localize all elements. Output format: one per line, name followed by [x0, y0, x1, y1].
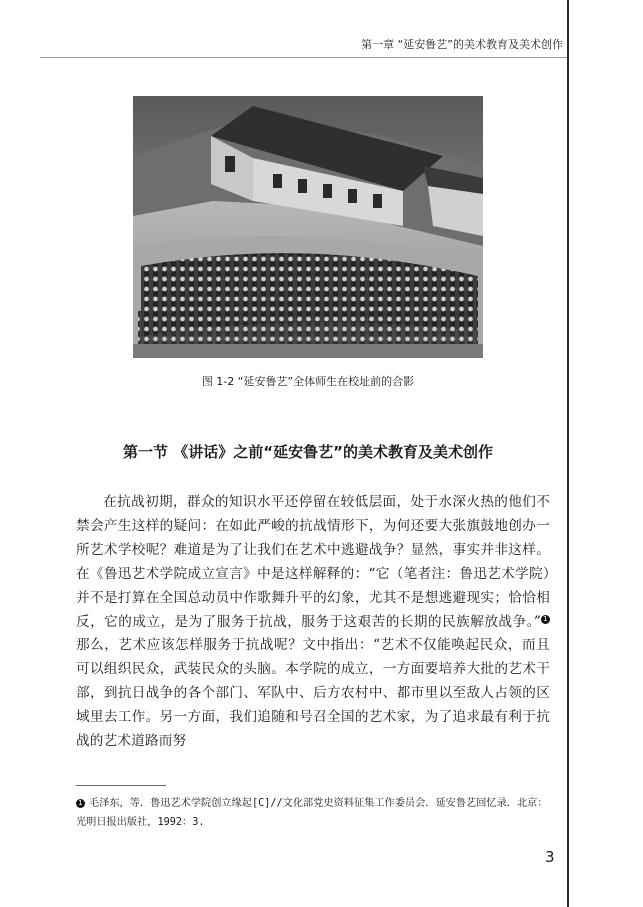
group-photo — [133, 96, 483, 358]
section-title: 第一节 《讲话》之前“延安鲁艺”的美术教育及美术创作 — [123, 443, 493, 461]
group-photo-image — [133, 96, 483, 358]
header-rule — [40, 57, 567, 58]
body-text-part-2: 那么，艺术应该怎样服务于抗战呢？文中指出：“艺术不仅能唤起民众，而且可以组织民众，武装民众的头脑。本学院的成立，一方面要培养大批的艺术干部，到抗日战争的各个部门、军队中、后方农村中、都市里以至敌人占领的区域里去工作。另一方面，我们追随和号召全国的艺术家，为了追求最有利于抗战的艺术道路而努 — [76, 637, 550, 750]
footnote — [76, 794, 550, 832]
page-number: 3 — [545, 848, 555, 866]
footnote-text: 毛泽东，等．鲁迅艺术学院创立缘起[C]//文化部党史资料征集工作委员会．延安鲁艺回忆录．北京：光明日报出版社，1992：3. — [76, 798, 548, 828]
body-text — [76, 491, 550, 754]
figure-caption: 图 1-2 “延安鲁艺”全体师生在校址前的合影 — [201, 375, 415, 388]
footnote-marker: 1 — [76, 799, 85, 808]
body-paragraph — [76, 491, 550, 754]
running-header: 第一章 “延安鲁艺”的美术教育及美术创作 — [361, 38, 563, 51]
footnote-rule — [76, 785, 166, 786]
footnote-reference[interactable]: 1 — [541, 615, 550, 624]
body-text-part-1: 在抗战初期，群众的知识水平还停留在较低层面，处于水深火热的他们不禁会产生这样的疑问：在如此严峻的抗战情形下，为何还要大张旗鼓地创办一所艺术学校呢？难道是为了让我们在艺术中逃避战争？显然，事实并非这样。在《鲁迅艺术学院成立宣言》中是这样解释的：“它（笔者注：鲁迅艺术学院）并不是打算在全国总动员中作歌舞升平的幻象，尤其不是想逃避现实；恰恰相反，它的成立，是为了服务于抗战，服务于这艰苦的长期的民族解放战争。” — [76, 494, 550, 630]
